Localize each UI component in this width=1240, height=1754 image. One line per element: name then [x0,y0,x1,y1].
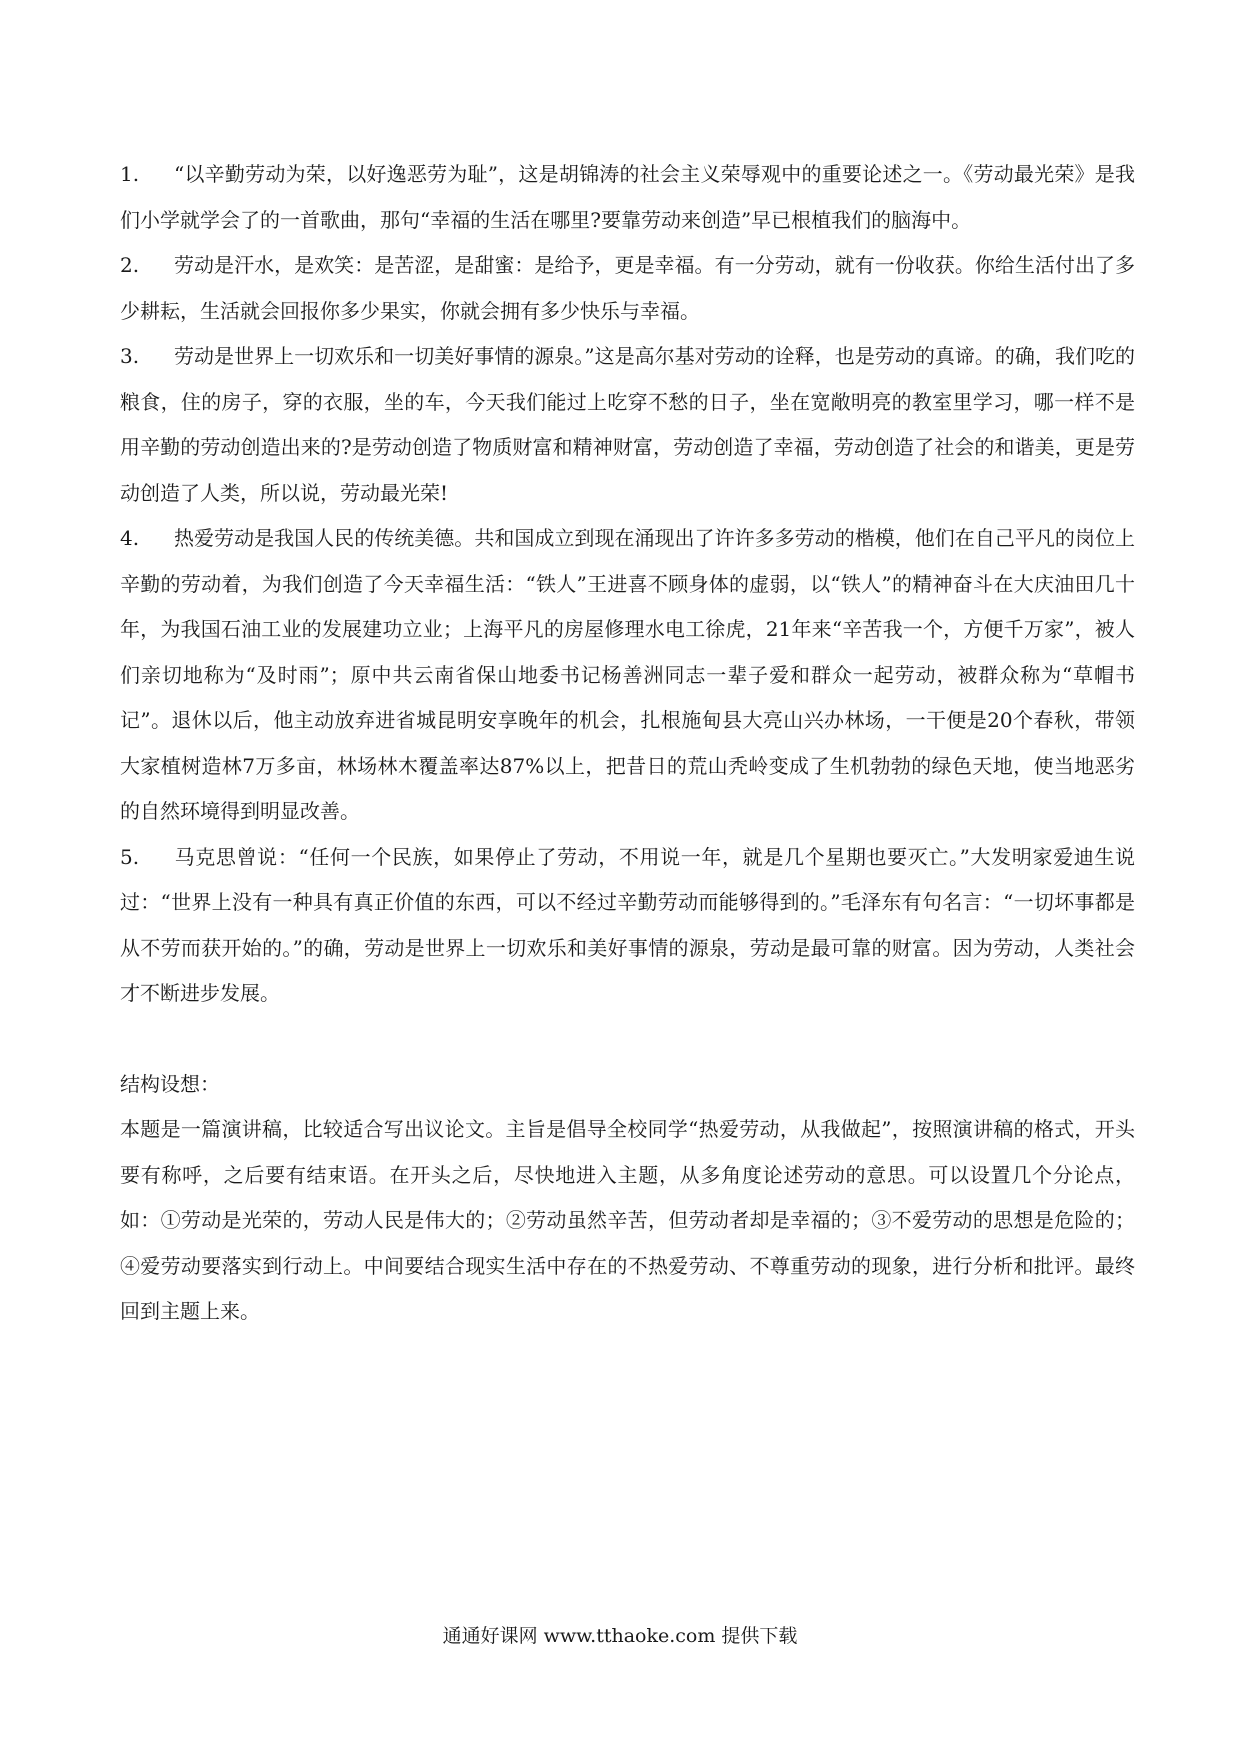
item-number: 2. [120,253,140,277]
item-text: 马克思曾说：“任何一个民族，如果停止了劳动，不用说一年，就是几个星期也要灭亡。”大发明家爱迪生说过：“世界上没有一种具有真正价值的东西，可以不经过辛勤劳动而能够得到的。”毛泽东有句名言：“一切坏事都是从不劳而获开始的。”的确，劳动是世界上一切欢乐和美好事情的源泉，劳动是最可靠的财富。因为劳动，人类社会才不断进步发展。 [120,844,1135,1005]
page-footer: 通通好课网 www.tthaoke.com 提供下载 [442,1625,798,1647]
item-number: 1. [120,162,140,186]
item-text: “以辛勤劳动为荣，以好逸恶劳为耻”，这是胡锦涛的社会主义荣辱观中的重要论述之一。《劳动最光荣》是我们小学就学会了的一首歌曲，那句“幸福的生活在哪里?要靠劳动来创造”早已根植我们的脑海中。 [120,162,1135,232]
list-item-5 [120,835,1135,1017]
list-item-3 [120,334,1135,516]
item-number: 3. [120,344,140,368]
list-item-1 [120,152,1135,243]
list-item-2 [120,243,1135,334]
list-item-4 [120,516,1135,835]
structure-text: 本题是一篇演讲稿，比较适合写出议论文。主旨是倡导全校同学“热爱劳动，从我做起”，按照演讲稿的格式，开头要有称呼，之后要有结束语。在开头之后，尽快地进入主题，从多角度论述劳动的意思。可以设置几个分论点，如：①劳动是光荣的，劳动人民是伟大的；②劳动虽然辛苦，但劳动者却是幸福的；③不爱劳动的思想是危险的；④爱劳动要落实到行动上。中间要结合现实生活中存在的不热爱劳动、不尊重劳动的现象，进行分析和批评。最终回到主题上来。 [120,1117,1135,1323]
item-number: 4. [120,526,140,550]
item-text: 热爱劳动是我国人民的传统美德。共和国成立到现在涌现出了许许多多劳动的楷模，他们在自己平凡的岗位上辛勤的劳动着，为我们创造了今天幸福生活：“铁人”王进喜不顾身体的虚弱，以“铁人”的精神奋斗在大庆油田几十年，为我国石油工业的发展建功立业；上海平凡的房屋修理水电工徐虎，21年来“辛苦我一个，方便千万家”，被人们亲切地称为“及时雨”；原中共云南省保山地委书记杨善洲同志一辈子爱和群众一起劳动，被群众称为“草帽书记”。退休以后，他主动放弃进省城昆明安享晚年的机会，扎根施甸县大亮山兴办林场，一干便是20个春秋，带领大家植树造林7万多亩，林场林木覆盖率达87%以上，把昔日的荒山秃岭变成了生机勃勃的绿色天地，使当地恶劣的自然环境得到明显改善。 [120,526,1135,823]
item-number: 5. [120,844,140,869]
document-content [120,152,1135,1335]
structure-title: 结构设想： [120,1071,220,1096]
item-text: 劳动是汗水，是欢笑：是苦涩，是甜蜜：是给予，更是幸福。有一分劳动，就有一份收获。你给生活付出了多少耕耘，生活就会回报你多少果实，你就会拥有多少快乐与幸福。 [120,253,1135,323]
section-spacer [120,1017,1135,1062]
item-text: 劳动是世界上一切欢乐和一切美好事情的源泉。”这是高尔基对劳动的诠释，也是劳动的真谛。的确，我们吃的粮食，住的房子，穿的衣服，坐的车，今天我们能过上吃穿不愁的日子，坐在宽敞明亮的教室里学习，哪一样不是用辛勤的劳动创造出来的?是劳动创造了物质财富和精神财富，劳动创造了幸福，劳动创造了社会的和谐美，更是劳动创造了人类，所以说，劳动最光荣! [120,344,1135,505]
